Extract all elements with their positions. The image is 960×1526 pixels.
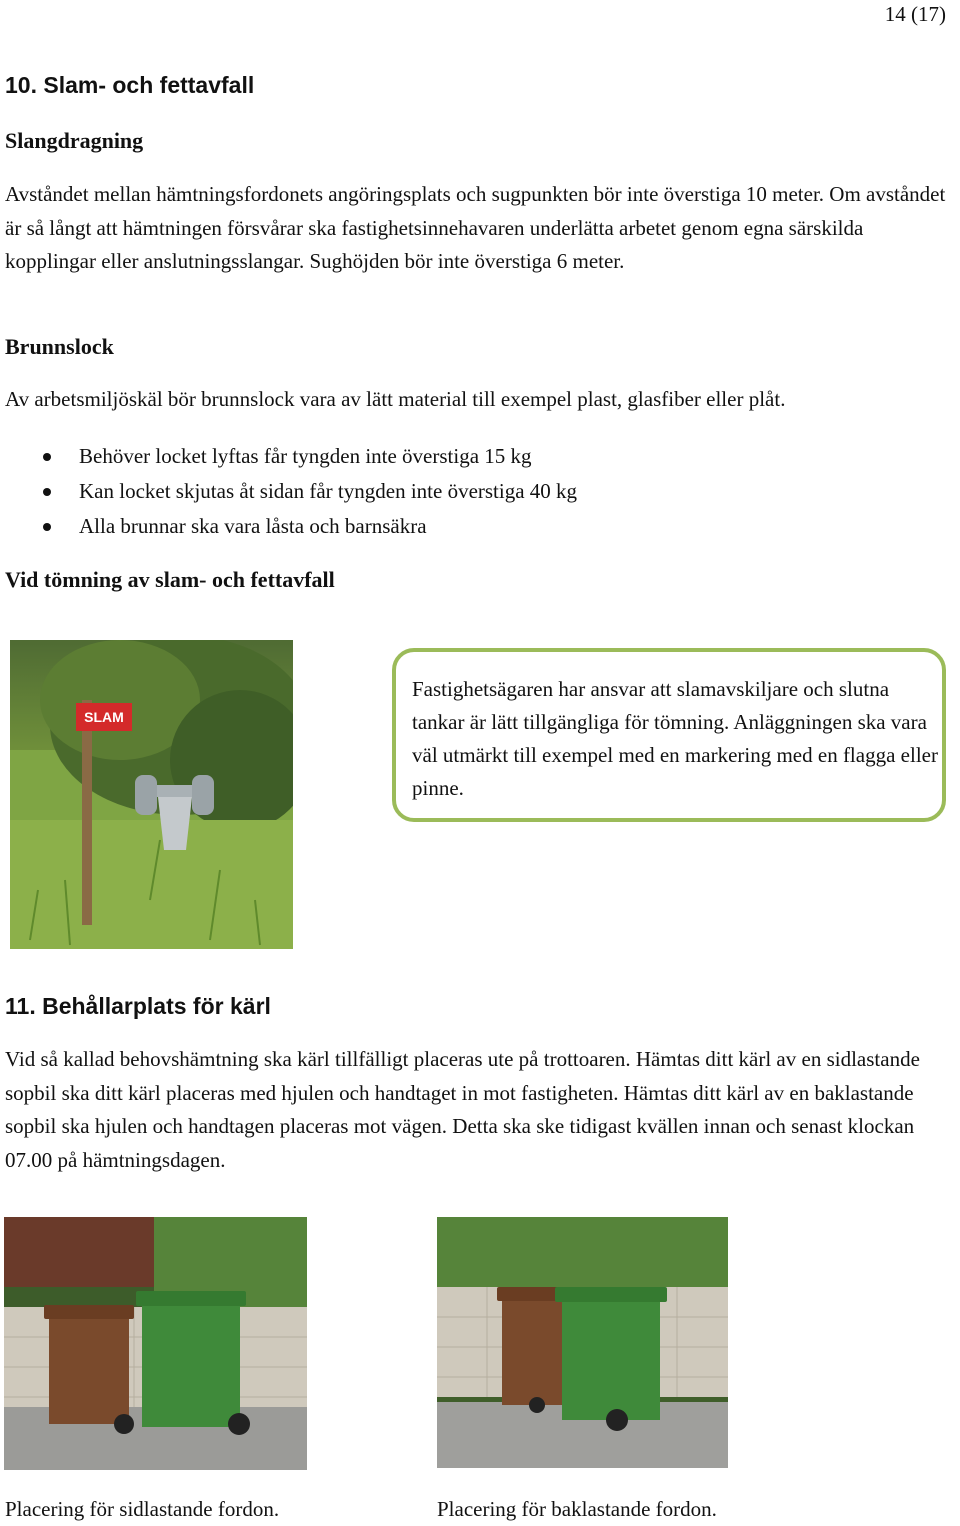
bins-side-loading-photo — [4, 1217, 307, 1470]
bullet-icon — [43, 523, 51, 531]
slam-sign-photo — [10, 640, 293, 949]
behallarplats-paragraph: Vid så kallad behovshämtning ska kärl tillfälligt placeras ute på trottoaren. Hämtas ditt kärl av en sidlastande sopbil ska ditt kärl placeras med hjulen och handtaget in mot fastigheten. Hämtas ditt kärl av en baklastande sopbil ska hjulen och handtagen placeras mot vägen. Detta ska ske tidigast kvällen innan och senast klockan 07.00 på hämtningsdagen. — [5, 1047, 920, 1172]
list-item: Kan locket skjutas åt sidan får tyngden inte överstiga 40 kg — [40, 475, 577, 510]
svg-text:SLAM: SLAM — [84, 709, 124, 725]
brunnslock-bullet-list — [40, 440, 577, 545]
bullet-icon — [43, 453, 51, 461]
caption-side-loading: Placering för sidlastande fordon. — [5, 1497, 280, 1521]
list-item: Alla brunnar ska vara låsta och barnsäkra — [40, 510, 577, 545]
section-11-title: 11. Behållarplats för kärl — [5, 993, 271, 1019]
list-item: Behöver locket lyftas får tyngden inte överstiga 15 kg — [40, 440, 577, 475]
info-callout — [392, 648, 946, 822]
callout-text: Fastighetsägaren har ansvar att slamavskiljare och slutna tankar är lätt tillgängliga för tömning. Anläggningen ska vara väl utmärkt till exempel med en markering med en flagga eller pinne. — [412, 677, 938, 800]
slangdragning-heading: Slangdragning — [5, 128, 144, 153]
brunnslock-heading: Brunnslock — [5, 334, 114, 359]
bullet-icon — [43, 488, 51, 496]
slangdragning-paragraph: Avståndet mellan hämtningsfordonets angöringsplats och sugpunkten bör inte överstiga 10 meter. Om avståndet är så långt att hämtningen försvårar ska fastighetsinnehavaren underlätta arbetet genom egna särskilda kopplingar eller anslutningsslangar. Sughöjden bör inte överstiga 6 meter. — [5, 182, 946, 273]
tomning-heading: Vid tömning av slam- och fettavfall — [5, 567, 335, 592]
bins-rear-loading-photo — [437, 1217, 728, 1468]
section-10-title: 10. Slam- och fettavfall — [5, 72, 255, 98]
page-number: 14 (17) — [884, 2, 946, 26]
caption-rear-loading: Placering för baklastande fordon. — [437, 1497, 717, 1521]
brunnslock-paragraph: Av arbetsmiljöskäl bör brunnslock vara av lätt material till exempel plast, glasfiber eller plåt. — [5, 387, 786, 411]
